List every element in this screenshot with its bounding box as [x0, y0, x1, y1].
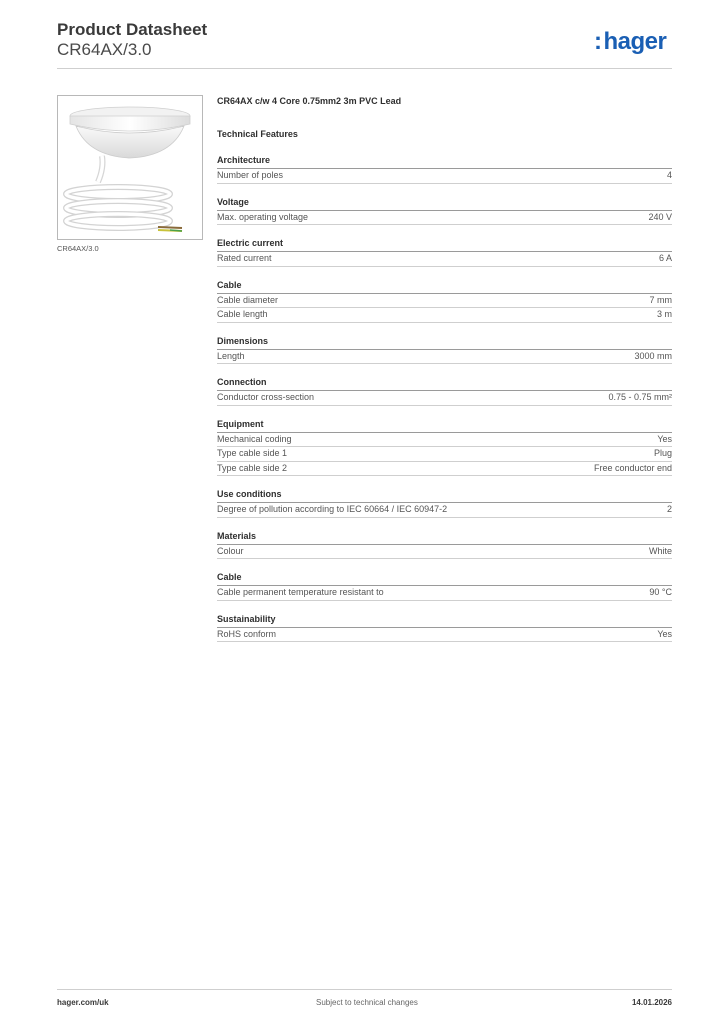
spec-row [217, 462, 672, 477]
footer-notice: Subject to technical changes [316, 998, 418, 1007]
spec-value: 6 A [658, 253, 672, 263]
spec-label: Degree of pollution according to IEC 60664 / IEC 60947-2 [217, 504, 448, 514]
spec-row [217, 447, 672, 462]
feature-groups [217, 155, 672, 642]
feature-group [217, 377, 672, 406]
product-image-caption: CR64AX/3.0 [57, 244, 99, 253]
spec-row [217, 628, 672, 643]
product-code-subtitle: CR64AX/3.0 [57, 40, 152, 59]
spec-label: Type cable side 1 [217, 448, 288, 458]
footer-date: 14.01.2026 [631, 998, 672, 1007]
feature-group [217, 197, 672, 226]
page-title: Product Datasheet [57, 20, 208, 39]
spec-row [217, 294, 672, 309]
footer-website: hager.com/uk [57, 998, 109, 1007]
spec-value: 3 m [656, 309, 672, 319]
product-image-frame [57, 95, 203, 240]
spec-row [217, 586, 672, 601]
spec-row [217, 252, 672, 267]
footer-divider [57, 989, 672, 990]
technical-features-heading: Technical Features [217, 129, 298, 139]
ceiling-rose-cable-icon [58, 96, 202, 239]
spec-label: RoHS conform [217, 628, 277, 639]
spec-row [217, 433, 672, 448]
group-title: Materials [217, 531, 672, 545]
group-title: Cable [217, 280, 672, 294]
spec-label: Cable length [217, 309, 268, 319]
spec-label: Colour [217, 545, 244, 556]
spec-value: Yes [657, 628, 672, 639]
spec-label: Type cable side 2 [217, 462, 288, 473]
spec-value: 240 V [648, 211, 672, 222]
spec-label: Conductor cross-section [217, 392, 315, 402]
spec-row [217, 503, 672, 518]
spec-row [217, 391, 672, 406]
feature-group [217, 531, 672, 560]
spec-row [217, 169, 672, 184]
spec-row [217, 308, 672, 323]
group-title: Dimensions [217, 336, 672, 350]
spec-label: Mechanical coding [217, 433, 292, 444]
spec-row [217, 350, 672, 365]
spec-row [217, 211, 672, 226]
feature-group [217, 238, 672, 267]
spec-value: Yes [657, 433, 672, 444]
spec-value: 90 °C [649, 587, 672, 597]
group-title: Use conditions [217, 489, 672, 503]
group-title: Sustainability [217, 614, 672, 628]
feature-group [217, 280, 672, 323]
hager-logo [594, 28, 666, 56]
spec-value: Free conductor end [593, 462, 672, 473]
spec-label: Max. operating voltage [217, 211, 309, 222]
spec-label: Cable permanent temperature resistant to [217, 587, 384, 597]
feature-group [217, 155, 672, 184]
spec-value: 4 [666, 170, 672, 180]
group-title: Connection [217, 377, 672, 391]
spec-label: Length [217, 350, 245, 361]
spec-label: Cable diameter [217, 294, 279, 305]
feature-group [217, 489, 672, 518]
spec-label: Rated current [217, 253, 272, 263]
spec-value: White [648, 545, 672, 556]
spec-label: Number of poles [217, 170, 284, 180]
logo-dots-icon: : [594, 28, 602, 55]
feature-group [217, 336, 672, 365]
group-title: Equipment [217, 419, 672, 433]
spec-value: 0.75 - 0.75 mm² [608, 392, 672, 402]
spec-value: 7 mm [649, 294, 672, 305]
feature-group [217, 614, 672, 643]
spec-row [217, 545, 672, 560]
group-title: Electric current [217, 238, 672, 252]
product-name: CR64AX c/w 4 Core 0.75mm2 3m PVC Lead [217, 96, 402, 106]
header-divider [57, 68, 672, 69]
spec-value: 3000 mm [634, 350, 672, 361]
technical-content [217, 96, 672, 642]
feature-group [217, 419, 672, 477]
logo-text: hager [603, 28, 667, 55]
spec-value: Plug [653, 448, 672, 458]
feature-group [217, 572, 672, 601]
spec-value: 2 [666, 504, 672, 514]
group-title: Cable [217, 572, 672, 586]
group-title: Architecture [217, 155, 672, 169]
group-title: Voltage [217, 197, 672, 211]
